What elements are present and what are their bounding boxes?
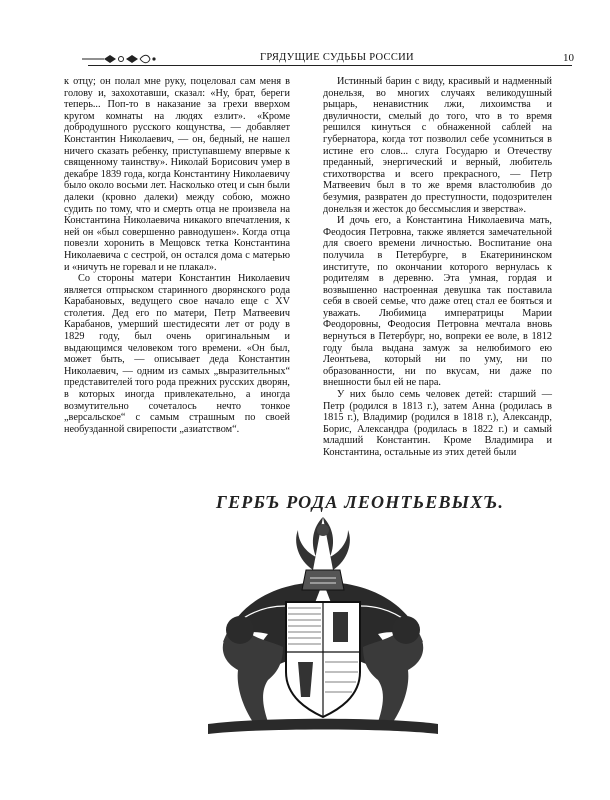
paragraph: У них было семь человек детей: старший — Петр (родился в 1813 г.), затем Анна (родилась в 1815 г.), Владимир (родился в 1818 г.), Александр, Борис, Александра (родилась в 1822 г.) и самый младший Константин. Кроме Владимира и Константина, остальные из этих детей были: [323, 389, 552, 458]
paragraph: И дочь его, а Константина Николаевича мать, Феодосия Петровна, также является замечательной для своего времени личностью. Воспитание она получила в Петербурге, в Екатерининском институте, по окончании которого вернулась к родителям в деревню. Эта умная, гордая и возвышенно настроенная девушка так поставила себя в своей семье, что даже отец стал ее бояться и уважать. Любимица императрицы Марии Феодоровны, Феодосия Петровна мечтала вновь вернуться в Петербург, но, вопреки ее воле, в 1812 году была выдана замуж за нелюбимого ею Леонтьева, который ни по уму, ни по образованности, ни по вкусам, ни даже по внешности был ей не пара.: [323, 215, 552, 389]
left-column: [64, 76, 290, 435]
ornament-icon: [82, 53, 160, 65]
running-title: ГРЯДУЩИЕ СУДЬБЫ РОССИИ: [260, 52, 414, 63]
header-rule: [88, 65, 572, 66]
paragraph: к отцу; он полал мне руку, поцеловал сам меня в голову и, захохотавши, сказал: «Ну, брат, береги теперь... Поп-то в наказание за грехи вверхом кругом комнаты на людях езлит». «Кроме добродушного русского кощунства, — добавляет Константин Николаевич, — он, бедный, не нашел ничего сказать ребенку, приступавшему впервые к священному таинству». Николай Борисович умер в декабре 1839 года, когда Константину Николаевичу было около восьми лет. Насколько отец и сын были далеки (кровно далеки) между собою, можно судить по тому, что и смерть отца не произвела на Константина Николаевича никакого впечатления, к ней он «был совершенно равнодушен». Когда отца повезли хоронить в Мещовск тетка Константина Николаевича с сестрой, он остался дома с матерью и «ничуть не горевал и не плакал».: [64, 76, 290, 273]
paragraph: Истинный барин с виду, красивый и надменный донельзя, во многих случаях великодушный рыцарь, ненавистник лжи, лихоимства и двуличности, смелый до того, что в то время решился кинуться с обнаженной саблей на губернатора, когда тот позволил себе усомниться в истине его слов... слуга Государю и Отечеству преданный, энергический и верный, любитель стихотворства и всего прекрасного, — Петр Матвеевич был в то же время властолюбив до безумия, развратен до преступности, подозрителен донельзя и жесток до бессмыслия и зверства».: [323, 76, 552, 215]
right-column: [323, 76, 552, 459]
paragraph: Со стороны матери Константин Николаевич является отпрыском старинного дворянского рода Карабановых, ведущего свое начало еще с XV столетия. Дед его по матери, Петр Матвеевич Карабанов, умерший шестидесяти лет от роду в 1829 году, был очень оригинальным и выдающимся человеком того времени. «Он был, может быть, — описывает деда Константин Николаевич, — одним из самых „выразительных“ представителей того рода прежних русских дворян, в которых иногда привлекательно, а иногда возмутительно сочеталось нечто тонкое „версальское“ с самым страшным по своей необузданной свирепости „азиатством“.: [64, 273, 290, 435]
page-number: 10: [563, 52, 574, 64]
coat-of-arms-image: [198, 512, 448, 752]
page-header: [22, 50, 574, 70]
coat-of-arms-caption: ГЕРБЪ РОДА ЛЕОНТЬЕВЫХЪ.: [216, 492, 505, 512]
